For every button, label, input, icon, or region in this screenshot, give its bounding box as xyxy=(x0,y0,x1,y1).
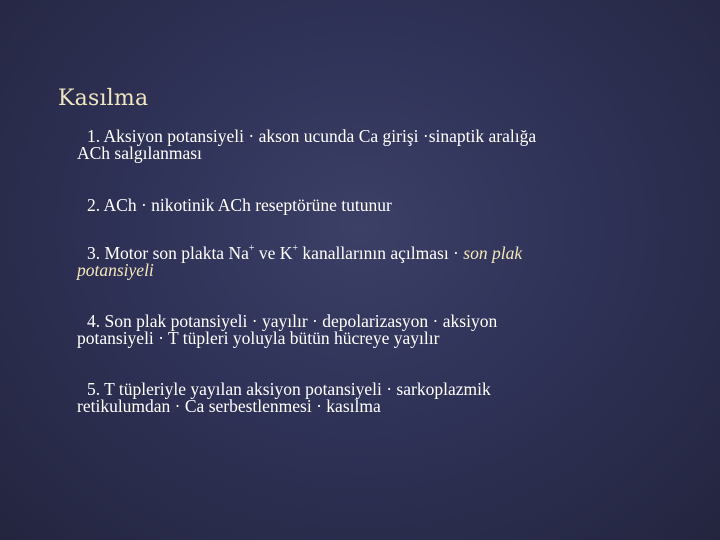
list-item xyxy=(77,245,687,279)
list-item xyxy=(77,128,687,162)
list-item-line: retikulumdan · Ca serbestlenmesi · kasılma xyxy=(77,396,381,416)
list-item-line: potansiyeli · T tüpleri yoluyla bütün hücreye yayılır xyxy=(77,328,440,348)
list-item xyxy=(77,313,687,347)
list-item-line xyxy=(77,245,687,262)
text-segment: 3. Motor son plakta Na xyxy=(87,243,249,263)
emphasis-text: son plak xyxy=(463,243,523,263)
slide-title: Kasılma xyxy=(58,86,149,111)
emphasis-text: potansiyeli xyxy=(77,260,154,280)
list-item xyxy=(77,381,687,415)
superscript: + xyxy=(292,243,299,255)
list-item-line: ACh salgılanması xyxy=(77,143,202,163)
list-item xyxy=(77,197,687,214)
list-item-line: 5. T tüpleriyle yayılan aksiyon potansiyeli · sarkoplazmik xyxy=(87,379,491,399)
list-item-line: 1. Aksiyon potansiyeli · akson ucunda Ca girişi ·sinaptik aralığa xyxy=(87,126,537,146)
list-item-line: 4. Son plak potansiyeli · yayılır · depolarizasyon · aksiyon xyxy=(87,311,498,331)
list-item-line: 2. ACh · nikotinik ACh reseptörüne tutunur xyxy=(87,195,392,215)
text-segment: ve K xyxy=(254,243,293,263)
text-segment: kanallarının açılması · xyxy=(298,243,464,263)
superscript: + xyxy=(248,243,255,255)
